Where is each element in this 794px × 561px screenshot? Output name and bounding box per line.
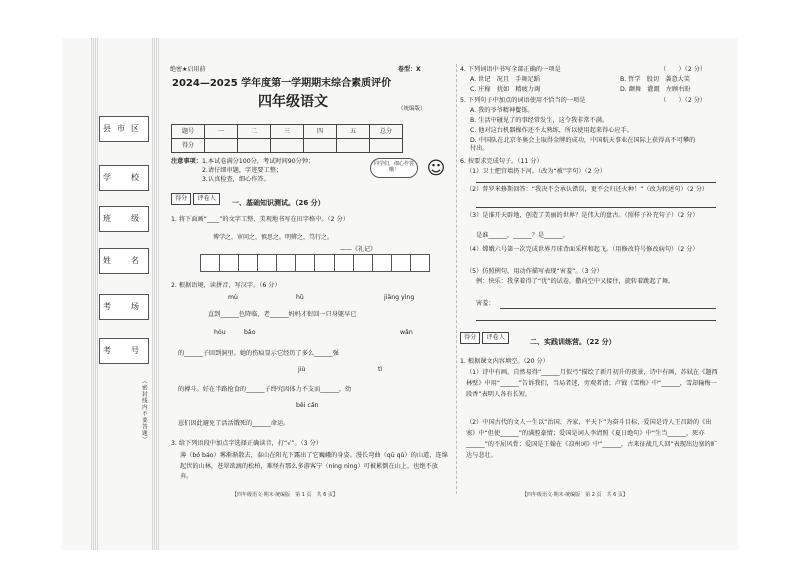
q2-line: 崽们因此避免了活活饿死的______命运。: [178, 420, 290, 427]
q6-item: （2）普罗米修斯回答：“我决不会承认错误，更不会归还火种！”（改为转述句）（2 分）: [466, 186, 709, 193]
q6-blank[interactable]: 是谁______，______？是______。: [476, 232, 569, 239]
binding-line: [152, 38, 160, 550]
score-row-label: 得分: [172, 139, 205, 153]
q4-option[interactable]: D. 颤舞 灌溉 左顾右盼: [620, 86, 691, 93]
score-cell[interactable]: [304, 139, 337, 153]
paper-type: 卷型：X: [398, 66, 421, 73]
pinyin: jiù: [298, 366, 306, 373]
q6-example: 例：快乐：我拿着得了“优”的试卷，撒向空中又接住，旋转着跳起了舞。: [476, 278, 675, 285]
scorer-box: [171, 193, 222, 205]
page-divider: [456, 64, 457, 494]
q4-option[interactable]: B. 哲学 股切 袭意大笑: [620, 76, 691, 83]
q5-option[interactable]: D. 中国队在北京冬奥会上取得金牌的成功，中国航天事业在国际上获得高不可攀的付出。: [470, 137, 696, 152]
score-header: 五: [337, 125, 370, 139]
q2-line: 直到______色降临，老______妈妈才衔回一只身躯早已: [208, 311, 357, 318]
secret-label: 绝密★启用前: [170, 66, 206, 73]
answer-line[interactable]: [500, 308, 716, 309]
q2-line: 的______子回到洞里。她的伤痕显示它经历了多么______强: [178, 350, 339, 357]
score-cell[interactable]: [205, 139, 238, 153]
cartoon-icon: ☺: [426, 158, 446, 179]
field-school[interactable]: 学 校: [99, 165, 149, 191]
pinyin: mù: [228, 294, 238, 301]
score-cell[interactable]: [370, 139, 403, 153]
q3-body: 薄（bó báo）雾渐渐散去，泰山在阳光下露出了它巍峨的身姿。漫长弯曲（qū qǔ）的山道，连绵起伏的山林，苍翠欲滴的松柏，难怪有那么多游客宁（níng nìng）可被累倒在山上，也绝不放弃。: [180, 452, 448, 481]
exam-title: 2024—2025 学年度第一学期期末综合素质评价: [172, 78, 392, 89]
pinyin: tì: [378, 366, 383, 373]
pinyin: wǎn: [400, 329, 413, 336]
field-class[interactable]: 班 级: [99, 206, 149, 232]
footer-right: 【四年级语文·期末·统编版 第 2 页 共 6 页】: [522, 492, 628, 498]
score-cell[interactable]: [238, 139, 271, 153]
footer-left: 【四年级语文·期末·统编版 第 1 页 共 6 页】: [232, 492, 338, 498]
q1-prompt: 1. 将下面画“____”的文字工整、美观地书写在田字格中。（2 分）: [171, 216, 349, 223]
score-header: 一: [205, 125, 238, 139]
section-2-title: 二、实践训练营。（22 分）: [530, 338, 616, 346]
q4-option[interactable]: A. 世记 况且 手舞足蹈: [470, 76, 540, 83]
edition-label: （统编版）: [398, 106, 426, 112]
binding-strip: [62, 38, 158, 550]
section-1-title: 一、基础知识测试。（26 分）: [232, 199, 325, 207]
pinyin: bǎo: [244, 329, 256, 336]
writing-grid[interactable]: [200, 254, 430, 272]
answer-line[interactable]: [476, 320, 716, 321]
field-county[interactable]: 县市区: [99, 116, 149, 142]
score-tag[interactable]: 得分: [460, 332, 480, 344]
score-cell[interactable]: [337, 139, 370, 153]
note-item: 3.认真检查，细心作答。: [202, 176, 270, 183]
score-header: 四: [304, 125, 337, 139]
field-name[interactable]: 姓 名: [99, 248, 149, 274]
q5-option[interactable]: B. 生活中碰见了的事经常发生，这令我非常不满。: [470, 117, 609, 124]
q1-text: 博学之，审问之，慎思之，明辨之，笃行之。: [213, 234, 334, 241]
q5-score: （ ）（2 分）: [660, 97, 707, 104]
q6-item: （4）嫦娥六号第一次完成世界月球背面采样和起飞。（用修改符号修改病句）（2 分）: [466, 246, 699, 253]
score-header: 三: [271, 125, 304, 139]
q6-blank-label: 害羞：: [476, 300, 495, 307]
reviewer-tag[interactable]: 评卷人: [482, 332, 509, 344]
q5-option[interactable]: A. 我的爷爷精神矍铄。: [470, 107, 534, 114]
scorer-box-2: [460, 332, 511, 344]
note-item: 2.请仔细审题，字迹要工整；: [202, 167, 283, 174]
q1-source: ——《礼记》: [340, 246, 377, 253]
pinyin: bēi cǎn: [296, 402, 319, 409]
q2-prompt: 2. 根据语境，读拼音，写汉字。（6 分）: [171, 282, 281, 289]
subject-title: 四年级语文: [258, 94, 328, 110]
hint-bubble: 同学们，细心作答哦！: [370, 158, 418, 178]
p1-item: （1）诗中有画，自然易得“______月似弓”描绘了新月初升的夜景，诗中有画，苏轼在《题西林壁》中用“______”告诉我们，当局者迷，旁观者清；卢钺《雪梅》中“______，雪却输梅一段香”表明人各有长短。: [466, 369, 718, 398]
q6-item: （1）卫士把宫墙扔下河。（改为“被”字句）（2 分）: [466, 168, 606, 175]
q3-prompt: 3. 给下列语段中加点字选择正确读音，打“√”。（3 分）: [171, 440, 322, 447]
q6-prompt: 6. 按要求完成句子。（11 分）: [460, 158, 543, 165]
field-number[interactable]: 考 号: [99, 338, 149, 364]
notes-label: 注意事项：: [171, 158, 202, 165]
q5-prompt: 5. 下列句子中加点的词语使用不恰当的一项是: [460, 97, 586, 104]
reviewer-tag[interactable]: 评卷人: [193, 193, 220, 205]
answer-line[interactable]: [476, 207, 716, 208]
note-item: 1.本试卷满分100分，考试时间90分钟；: [202, 158, 315, 165]
q4-score: （ ）（2 分）: [660, 66, 707, 73]
score-table: [171, 124, 403, 153]
q6-item: （5）仿照例句，用动作描写表现“害羞”。（3 分）: [466, 268, 603, 275]
field-room[interactable]: 考 场: [99, 294, 149, 320]
q2-line: 的搏斗。好在半路抢食的______子终究因体力不支而______，幼: [178, 386, 352, 393]
pinyin: jiāng yìng: [384, 294, 415, 301]
p1-prompt: 1. 根据课文内容填空。（20 分）: [460, 358, 549, 365]
binding-line: [91, 38, 99, 550]
q5-option[interactable]: C. 他对这台机器操作还不太熟练，所以使用起来得心应手。: [470, 127, 633, 134]
p1-item: （2）中国古代的文人一生以“治国、齐家、平天下”为奋斗目标，爱国是诗人王昌龄的《出塞》中“但使______”的满腔豪情；爱国是词人李清照《夏日绝句》中“生当______，死亦______”的不屈风骨；爱国是王翰在《凉州词》中“______，古来征战几人回”表现出边塞的旷达与悲壮。: [466, 419, 717, 459]
score-cell[interactable]: [271, 139, 304, 153]
score-header: 二: [238, 125, 271, 139]
answer-line[interactable]: [476, 182, 716, 183]
q4-prompt: 4. 下列词语中书写全部正确的一项是: [460, 66, 561, 73]
q4-option[interactable]: C. 庄稼 扰如 精疲力竭: [470, 86, 541, 93]
score-header: 题号: [172, 125, 205, 139]
score-header: 总分: [370, 125, 403, 139]
score-tag[interactable]: 得分: [171, 193, 191, 205]
pinyin: hóu: [214, 329, 226, 336]
seal-notice: （密封线内不要答题）: [140, 378, 147, 443]
pinyin: hǔ: [296, 294, 304, 301]
q6-item: （3）是谁开天辟地，创造了美丽的世界？是伟大的盘古。（照样子补充句子）（2 分）: [466, 212, 699, 219]
